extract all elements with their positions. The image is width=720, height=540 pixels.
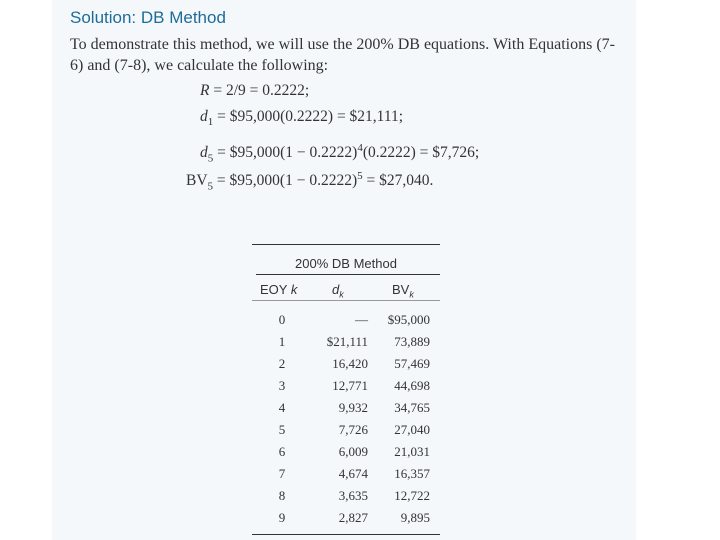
cell-dk: — — [355, 312, 368, 327]
cell-bvk: 34,765 — [394, 400, 430, 415]
equation-r: R = 2/9 = 0.2222; — [200, 82, 310, 99]
table-header-rule — [252, 300, 440, 301]
cell-dk: 7,726 — [338, 422, 368, 437]
cell-eoy: 0 — [278, 312, 286, 327]
cell-dk: 6,009 — [338, 444, 368, 459]
header-eoy: EOY k — [260, 282, 298, 297]
cell-dk: $21,111 — [326, 334, 368, 349]
cell-bvk: $95,000 — [387, 312, 430, 327]
table-row — [252, 378, 440, 400]
cell-bvk: 44,698 — [394, 378, 430, 393]
table-bottom-rule — [252, 534, 440, 535]
cell-eoy: 6 — [278, 444, 286, 459]
cell-eoy: 1 — [278, 334, 286, 349]
table-row — [252, 488, 440, 510]
cell-dk: 16,420 — [332, 356, 368, 371]
cell-eoy: 2 — [278, 356, 286, 371]
cell-eoy: 4 — [278, 400, 286, 415]
cell-bvk: 21,031 — [394, 444, 430, 459]
solution-heading: Solution: DB Method — [70, 8, 226, 27]
header-bvk: $BV_k$ — [392, 282, 414, 300]
table-title-rule — [256, 274, 440, 275]
table-body — [252, 312, 440, 532]
equation-d1: $d_1$ = $95,000(0.2222) = $21,111; — [200, 108, 404, 129]
cell-bvk: 16,357 — [394, 466, 430, 481]
table-row — [252, 312, 440, 334]
cell-eoy: 7 — [278, 466, 286, 481]
cell-eoy: 8 — [278, 488, 286, 503]
equation-bv5: $BV_5$ = $95,000(1 − 0.2222)$^5$ = $27,040. — [186, 170, 434, 193]
table-row — [252, 422, 440, 444]
table-top-rule — [252, 244, 440, 245]
cell-eoy: 3 — [278, 378, 286, 393]
cell-dk: 2,827 — [338, 510, 368, 525]
table-row — [252, 334, 440, 356]
header-dk: $d_k$ — [332, 282, 344, 300]
cell-eoy: 5 — [278, 422, 286, 437]
cell-bvk: 73,889 — [394, 334, 430, 349]
cell-eoy: 9 — [278, 510, 286, 525]
cell-dk: 9,932 — [338, 400, 368, 415]
table-title: 200% DB Method — [295, 256, 397, 271]
cell-bvk: 9,895 — [400, 510, 430, 525]
table-row — [252, 510, 440, 532]
cell-bvk: 12,722 — [394, 488, 430, 503]
cell-dk: 12,771 — [332, 378, 368, 393]
intro-paragraph: To demonstrate this method, we will use the 200% DB equations. With Equations (7-6) and (7-8), we calculate the following: — [70, 36, 615, 74]
table-row — [252, 400, 440, 422]
table-row — [252, 356, 440, 378]
table-row — [252, 466, 440, 488]
cell-bvk: 57,469 — [394, 356, 430, 371]
table-row — [252, 444, 440, 466]
cell-dk: 4,674 — [338, 466, 368, 481]
equation-d5: $d_5$ = $95,000(1 − 0.2222)$^4$(0.2222) = $7,726; — [200, 142, 480, 165]
cell-bvk: 27,040 — [394, 422, 430, 437]
cell-dk: 3,635 — [338, 488, 368, 503]
